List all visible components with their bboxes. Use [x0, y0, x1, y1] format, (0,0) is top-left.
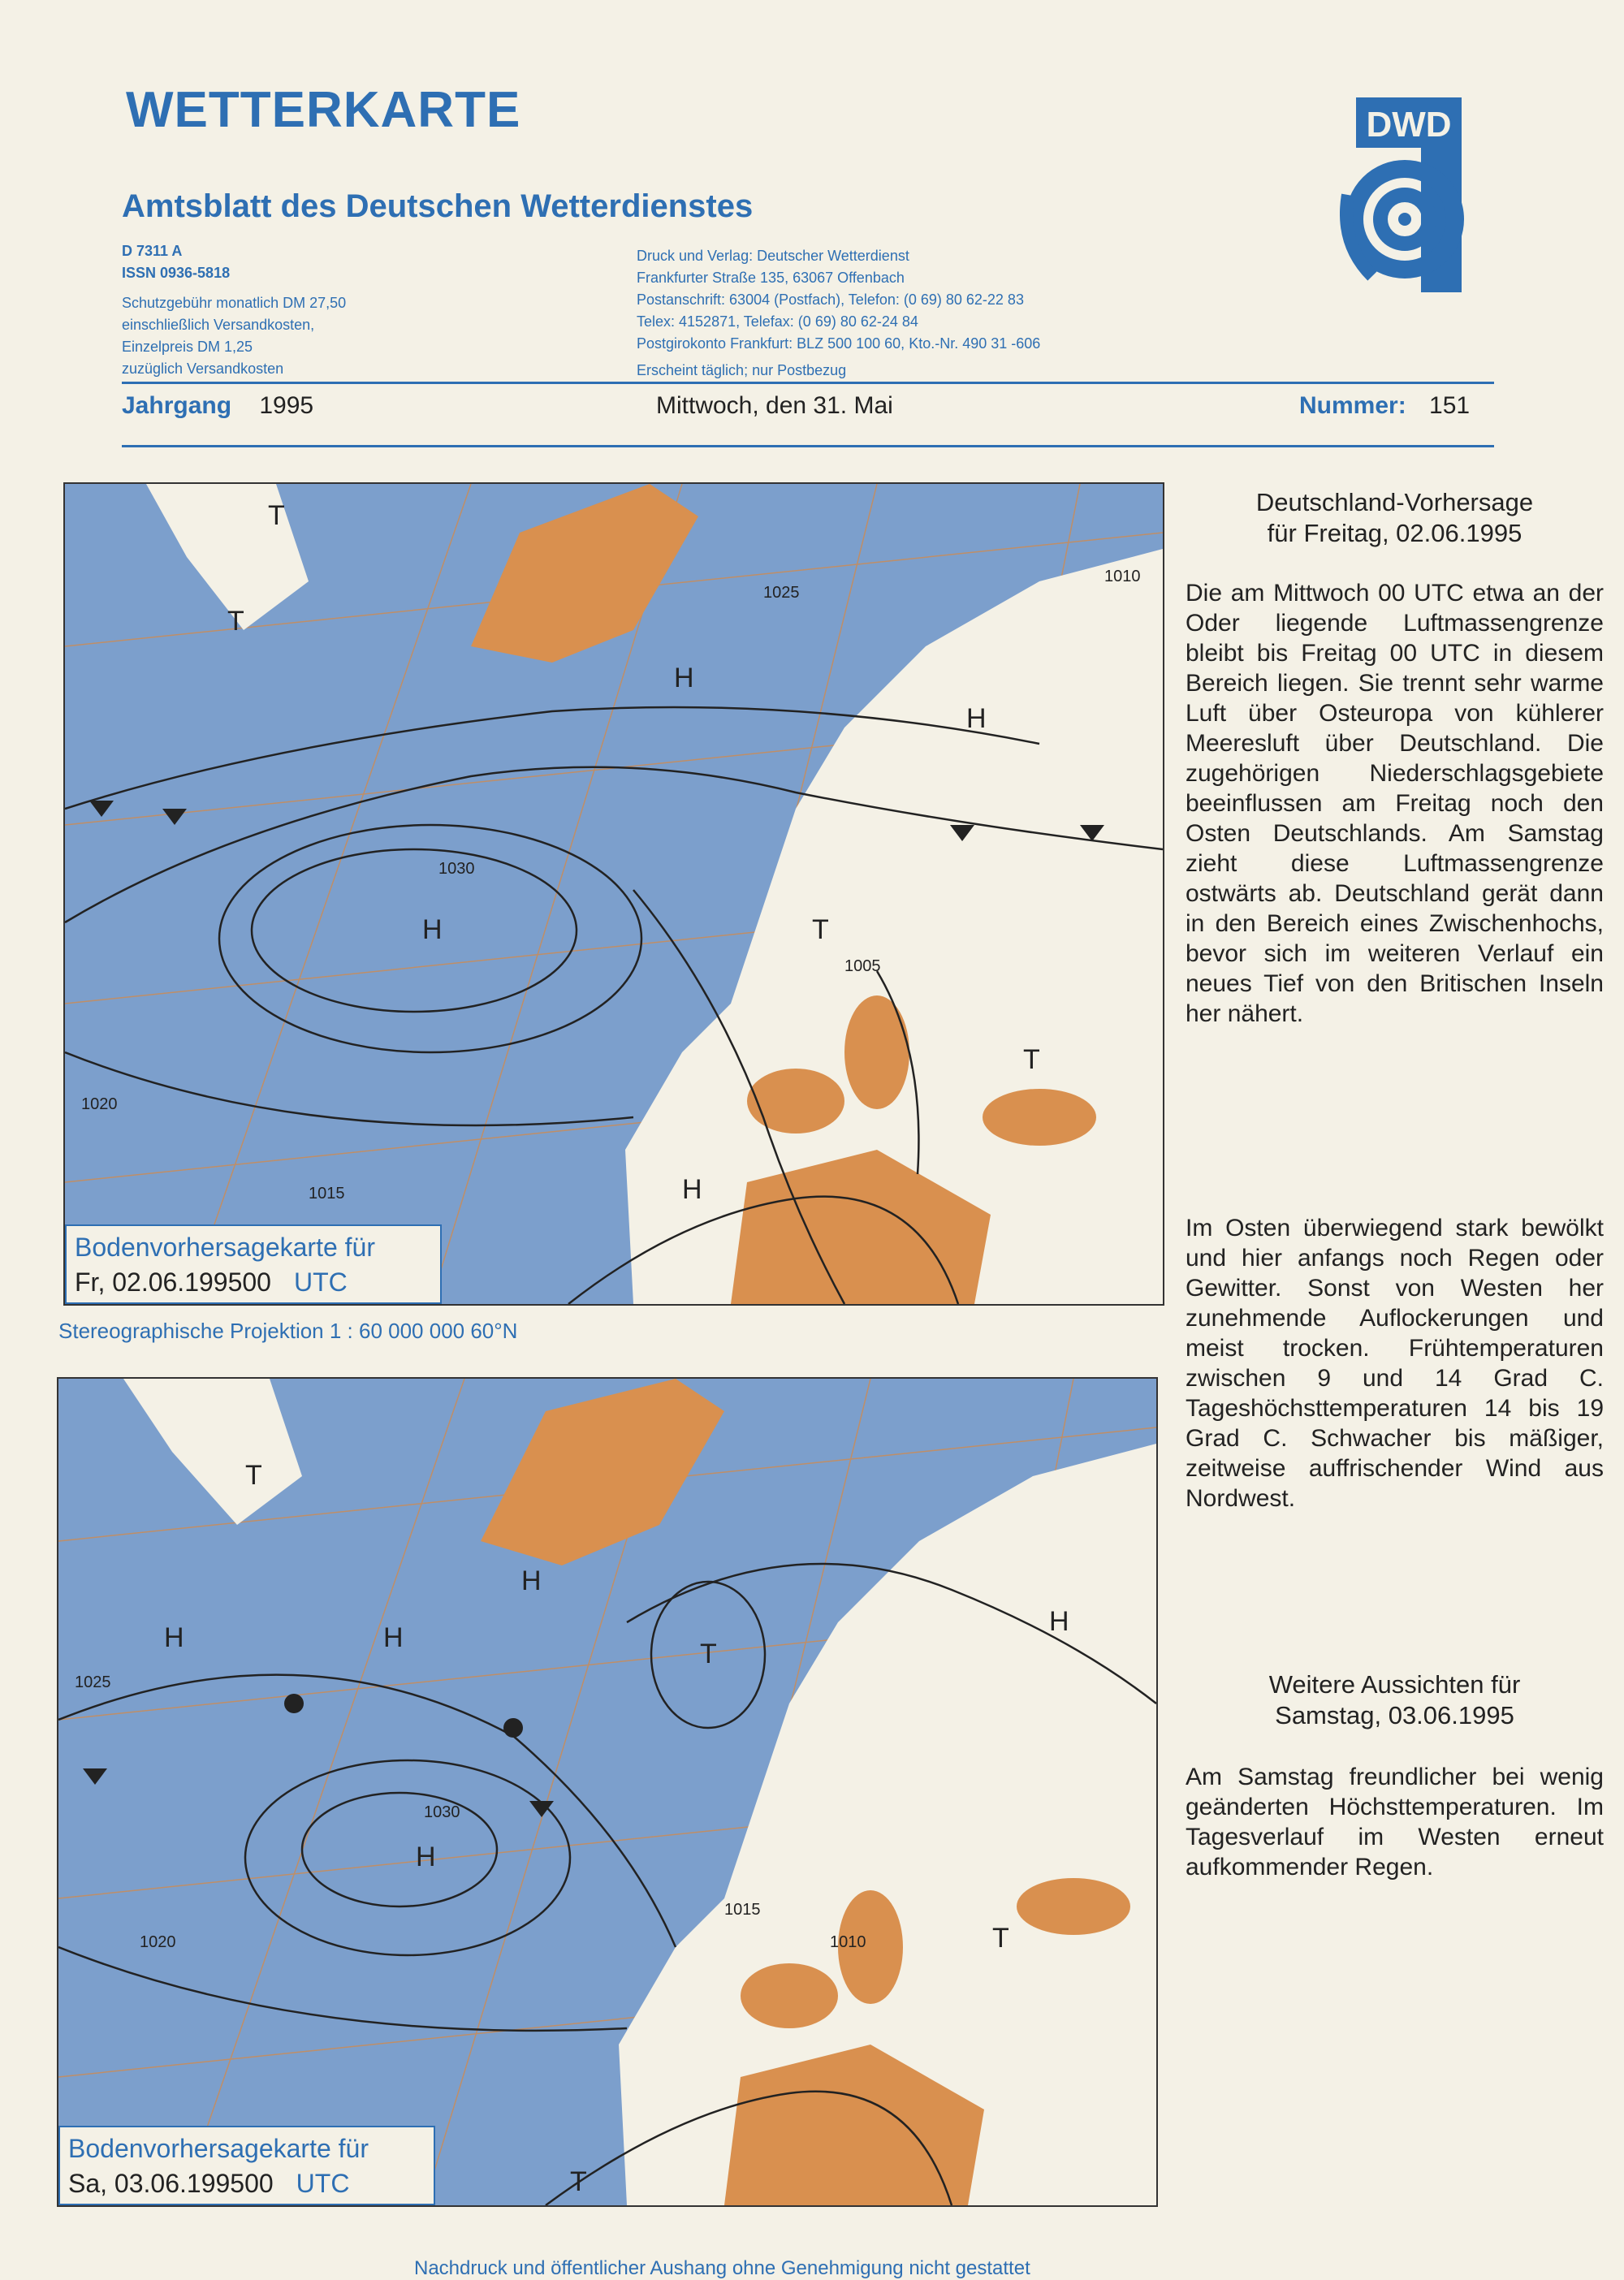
pressure-label: T	[227, 606, 244, 637]
publisher-line: Erscheint täglich; nur Postbezug	[637, 362, 847, 378]
outlook-heading-line: Samstag, 03.06.1995	[1275, 1701, 1514, 1729]
fee-line: einschließlich Versandkosten,	[122, 317, 315, 333]
issn: ISSN 0936-5818	[122, 265, 231, 281]
outlook-heading	[1186, 1669, 1604, 1731]
publication-subtitle: Amtsblatt des Deutschen Wetterdienstes	[122, 188, 754, 224]
year-label: Jahrgang	[122, 392, 232, 419]
subscription-info	[122, 240, 346, 380]
forecast-map-friday	[63, 482, 1164, 1306]
publication-code: D 7311 A	[122, 243, 183, 259]
isobar-label: 1015	[309, 1185, 345, 1203]
map-caption-date	[75, 1267, 432, 1298]
fee-line: Einzelpreis DM 1,25	[122, 339, 253, 355]
map-caption-date	[68, 2169, 425, 2199]
forecast-map-saturday	[57, 1377, 1158, 2207]
outlook-paragraph: Am Samstag freundlicher bei wenig geänderten Höchsttemperaturen. Im Tagesverlauf im Westen erneut aufkommender Regen.	[1186, 1764, 1604, 1881]
publication-title: WETTERKARTE	[126, 82, 521, 138]
map-caption-title: Bodenvorhersagekarte für	[75, 1233, 375, 1262]
forecast-heading	[1186, 487, 1604, 549]
pressure-label: H	[416, 1842, 436, 1872]
caption-date: Fr, 02.06.1995	[75, 1267, 243, 1297]
pressure-label: H	[1049, 1606, 1069, 1637]
logo-lettering: DWD	[1366, 105, 1452, 145]
pressure-label: T	[245, 1460, 262, 1491]
publisher-line: Druck und Verlag: Deutscher Wetterdienst	[637, 248, 909, 264]
isobar-label: 1015	[724, 1901, 761, 1919]
header-rule-top	[122, 382, 1494, 384]
pressure-label: H	[521, 1565, 542, 1596]
forecast-heading-line: Deutschland-Vorhersage	[1255, 488, 1534, 516]
issue-date: Mittwoch, den 31. Mai	[656, 392, 893, 419]
pressure-label: T	[700, 1639, 717, 1669]
forecast-heading-line: für Freitag, 02.06.1995	[1267, 519, 1522, 547]
isobar-label: 1005	[844, 957, 881, 975]
publisher-info	[637, 245, 1040, 382]
year-value: 1995	[259, 392, 314, 419]
map-caption	[65, 1224, 442, 1304]
footer-note: Nachdruck und öffentlicher Aushang ohne Genehmigung nicht gestattet	[414, 2257, 1030, 2279]
pressure-label: H	[422, 914, 443, 945]
dwd-logo	[1340, 97, 1470, 292]
number-label: Nummer:	[1299, 392, 1406, 419]
outlook-heading-line: Weitere Aussichten für	[1268, 1670, 1521, 1699]
publisher-line: Telex: 4152871, Telefax: (0 69) 80 62-24 84	[637, 313, 918, 330]
pressure-label: H	[674, 663, 694, 693]
caption-date: Sa, 03.06.1995	[68, 2169, 245, 2198]
pressure-label: H	[966, 703, 987, 734]
isobar-label: 1010	[830, 1933, 866, 1951]
caption-utc: UTC	[293, 1267, 348, 1297]
pressure-label: T	[570, 2166, 587, 2197]
pressure-label: T	[268, 500, 285, 531]
pressure-label: T	[1023, 1044, 1040, 1075]
projection-note: Stereographische Projektion 1 : 60 000 000 60°N	[58, 1319, 518, 1343]
number-field	[1299, 392, 1470, 420]
pressure-label: T	[812, 914, 829, 945]
publisher-line: Frankfurter Straße 135, 63067 Offenbach	[637, 270, 905, 286]
caption-utc: UTC	[296, 2169, 350, 2198]
caption-time: 00	[244, 2169, 274, 2198]
publisher-line: Postgirokonto Frankfurt: BLZ 500 100 60, Kto.-Nr. 490 31 -606	[637, 335, 1041, 352]
caption-time: 00	[242, 1267, 271, 1297]
pressure-label: H	[682, 1174, 702, 1205]
map-caption	[58, 2126, 435, 2205]
year-field	[122, 392, 313, 420]
isobar-label: 1025	[75, 1673, 111, 1691]
pressure-label: H	[164, 1622, 184, 1653]
fee-line: zuzüglich Versandkosten	[122, 361, 284, 377]
header-rule-bottom	[122, 445, 1494, 447]
forecast-paragraph: Die am Mittwoch 00 UTC etwa an der Oder liegende Luftmassengrenze bleibt bis Freitag 00 UTC in diesem Bereich liegen. Sie trennt sehr warme Luft über Osteuropa von kühlerer Meeresluft über Deutschland. Die zugehörigen Niederschlagsgebiete beeinflussen am Freitag noch den Osten Deutschlands. Am Samstag zieht diese Luftmassengrenze ostwärts ab. Deutschland gerät dann in den Bereich eines Zwischenhochs, bevor sich im weiteren Verlauf ein neues Tief von den Britischen Inseln her nähert.	[1186, 580, 1604, 1027]
map-caption-title: Bodenvorhersagekarte für	[68, 2134, 369, 2163]
pressure-label: T	[992, 1923, 1009, 1954]
number-value: 151	[1429, 392, 1471, 419]
isobar-label: 1030	[424, 1803, 460, 1821]
isobar-label: 1020	[140, 1933, 176, 1951]
fee-line: Schutzgebühr monatlich DM 27,50	[122, 295, 347, 311]
forecast-paragraph: Im Osten überwiegend stark bewölkt und hier anfangs noch Regen oder Gewitter. Sonst von Westen her zunehmende Auflockerungen und meist trocken. Frühtemperaturen zwischen 9 und 14 Grad C. Tageshöchsttemperaturen 14 bis 19 Grad C. Schwacher bis mäßiger, zeitweise auffrischender Wind aus Nordwest.	[1186, 1215, 1604, 1512]
map-drawing	[58, 1379, 1156, 2205]
isobar-label: 1010	[1104, 568, 1141, 585]
isobar-label: 1020	[81, 1095, 118, 1113]
isobar-label: 1025	[763, 584, 800, 602]
pressure-label: H	[383, 1622, 404, 1653]
map-drawing	[65, 484, 1163, 1304]
publisher-line: Postanschrift: 63004 (Postfach), Telefon: (0 69) 80 62-22 83	[637, 291, 1024, 308]
isobar-label: 1030	[438, 860, 475, 878]
